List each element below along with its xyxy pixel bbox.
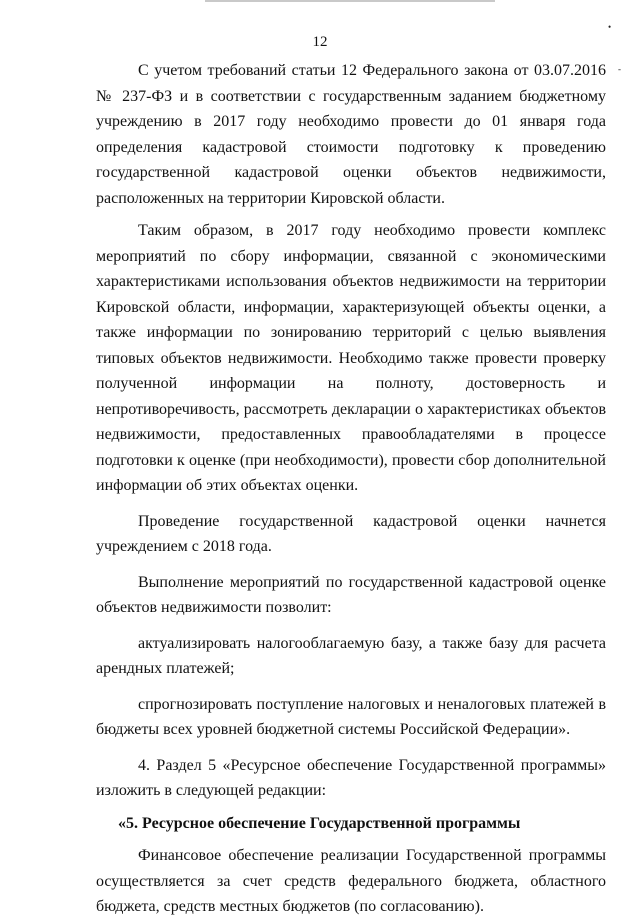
paragraph-measures-2017: Таким образом, в 2017 году необходимо провести комплекс мероприятий по сбору информации, связанной с экономическими характеристиками использования объектов недвижимости на территории Кировской области, информации, характеризующей объекты оценки, а также информации по зонированию территорий с целью выявления типовых объектов недвижимости. Необходимо также провести проверку полученной информации на полноту, достоверность и непротиворечивость, рассмотреть декларации о характеристиках объектов недвижимости, предоставленных правообладателями в процессе подготовки к оценке (при необходимости), провести сбор дополнительной информации об этих объектах оценки.	[96, 222, 606, 494]
section-heading: «5. Ресурсное обеспечение Государственной программы	[118, 814, 521, 832]
paragraph-forecast: спрогнозировать поступление налоговых и неналоговых платежей в бюджеты всех уровней бюджетной системы Российской Федерации».	[96, 695, 606, 738]
paragraph-financing: Финансовое обеспечение реализации Государственной программы осуществляется за счет средств федерального бюджета, областного бюджета, средств местных бюджетов (по согласованию).	[96, 847, 606, 915]
top-scan-rule	[205, 0, 495, 2]
page-number: 12	[312, 34, 328, 50]
document-body	[96, 58, 606, 920]
paragraph-measures-result: Выполнение мероприятий по государственной кадастровой оценке объектов недвижимости позволит:	[96, 573, 606, 616]
paragraph-section-5-amendment: 4. Раздел 5 «Ресурсное обеспечение Государственной программы» изложить в следующей редакции:	[96, 756, 606, 799]
paragraph-tax-base: актуализировать налогооблагаемую базу, а также базу для расчета арендных платежей;	[96, 634, 606, 677]
paragraph-cadastral-preparation: С учетом требований статьи 12 Федерального закона от 03.07.2016 № 237-ФЗ и в соответствии с государственным заданием бюджетному учреждению в 2017 году необходимо провести до 01 января года определения кадастровой стоимости подготовку к проведению государственной кадастровой оценки объектов недвижимости, расположенных на территории Кировской области.	[96, 62, 606, 207]
corner-mark-top: •	[608, 22, 612, 32]
corner-mark-side: -	[618, 64, 621, 74]
paragraph-valuation-start: Проведение государственной кадастровой оценки начнется учреждением с 2018 года.	[96, 512, 606, 555]
